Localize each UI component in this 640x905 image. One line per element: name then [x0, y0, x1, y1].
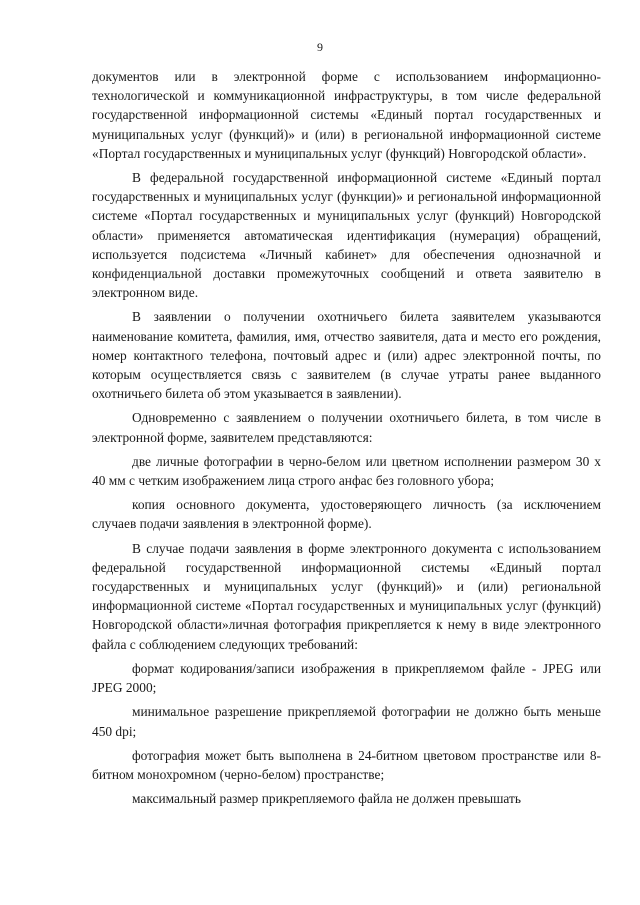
paragraph-2: В федеральной государственной информационной системе «Единый портал государственных и муниципальных услуг (функции)» и региональной информационной системе «Портал государственных и муниципальных услуг (функций) Новгородской области» применяется автоматическая идентификация (нумерация) обращений, используется подсистема «Личный кабинет» для обеспечения однозначной и конфиденциальной доставки промежуточных сообщений и ответа заявителю в электронном виде. [92, 170, 601, 301]
page-number: 9 [317, 40, 323, 54]
page-body [92, 67, 601, 813]
paragraph-3: В заявлении о получении охотничьего билета заявителем указываются наименование комитета, фамилия, имя, отчество заявителя, дата и место его рождения, номер контактного телефона, почтовый адрес и (или) адрес электронной почты, по которым осуществляется связь с заявителем (в случае утраты ранее выданного охотничьего билета об этом указывается в заявлении). [92, 309, 601, 402]
paragraph-11: максимальный размер прикрепляемого файла не должен превышать [132, 791, 521, 807]
paragraph-10: фотография может быть выполнена в 24-битном цветовом пространстве или 8-битном монохромном (черно-белом) пространстве; [92, 747, 601, 782]
paragraph-5: две личные фотографии в черно-белом или цветном исполнении размером 30 х 40 мм с четким изображением лица строго анфас без головного убора; [92, 453, 601, 489]
paragraph-9: минимальное разрешение прикрепляемой фотографии не должно быть меньше 450 dpi; [92, 704, 601, 739]
paragraph-7: В случае подачи заявления в форме электронного документа с использованием федеральной государственной информационной системы «Единый портал государственных и муниципальных услуг (функций)» и (или) региональной информационной системе «Портал государственных и муниципальных услуг (функций) Новгородской области»личная фотография прикрепляется к нему в виде электронного файла с соблюдением следующих требований: [92, 540, 601, 652]
paragraph-6: копия основного документа, удостоверяющего личность (за исключением случаев подачи заявления в электронной форме). [92, 497, 601, 532]
paragraph-1: документов или в электронной форме с использованием информационно-технологической и коммуникационной инфраструктуры, в том числе федеральной государственной информационной системы «Единый портал государственных и муниципальных услуг (функций)» и (или) в региональной информационной системе «Портал государственных и муниципальных услуг (функций) Новгородской области». [92, 69, 601, 161]
paragraph-4: Одновременно с заявлением о получении охотничьего билета, в том числе в электронной форме, заявителем представляются: [92, 410, 601, 445]
paragraph-8: формат кодирования/записи изображения в прикрепляемом файле - JPEG или JPEG 2000; [92, 660, 601, 696]
